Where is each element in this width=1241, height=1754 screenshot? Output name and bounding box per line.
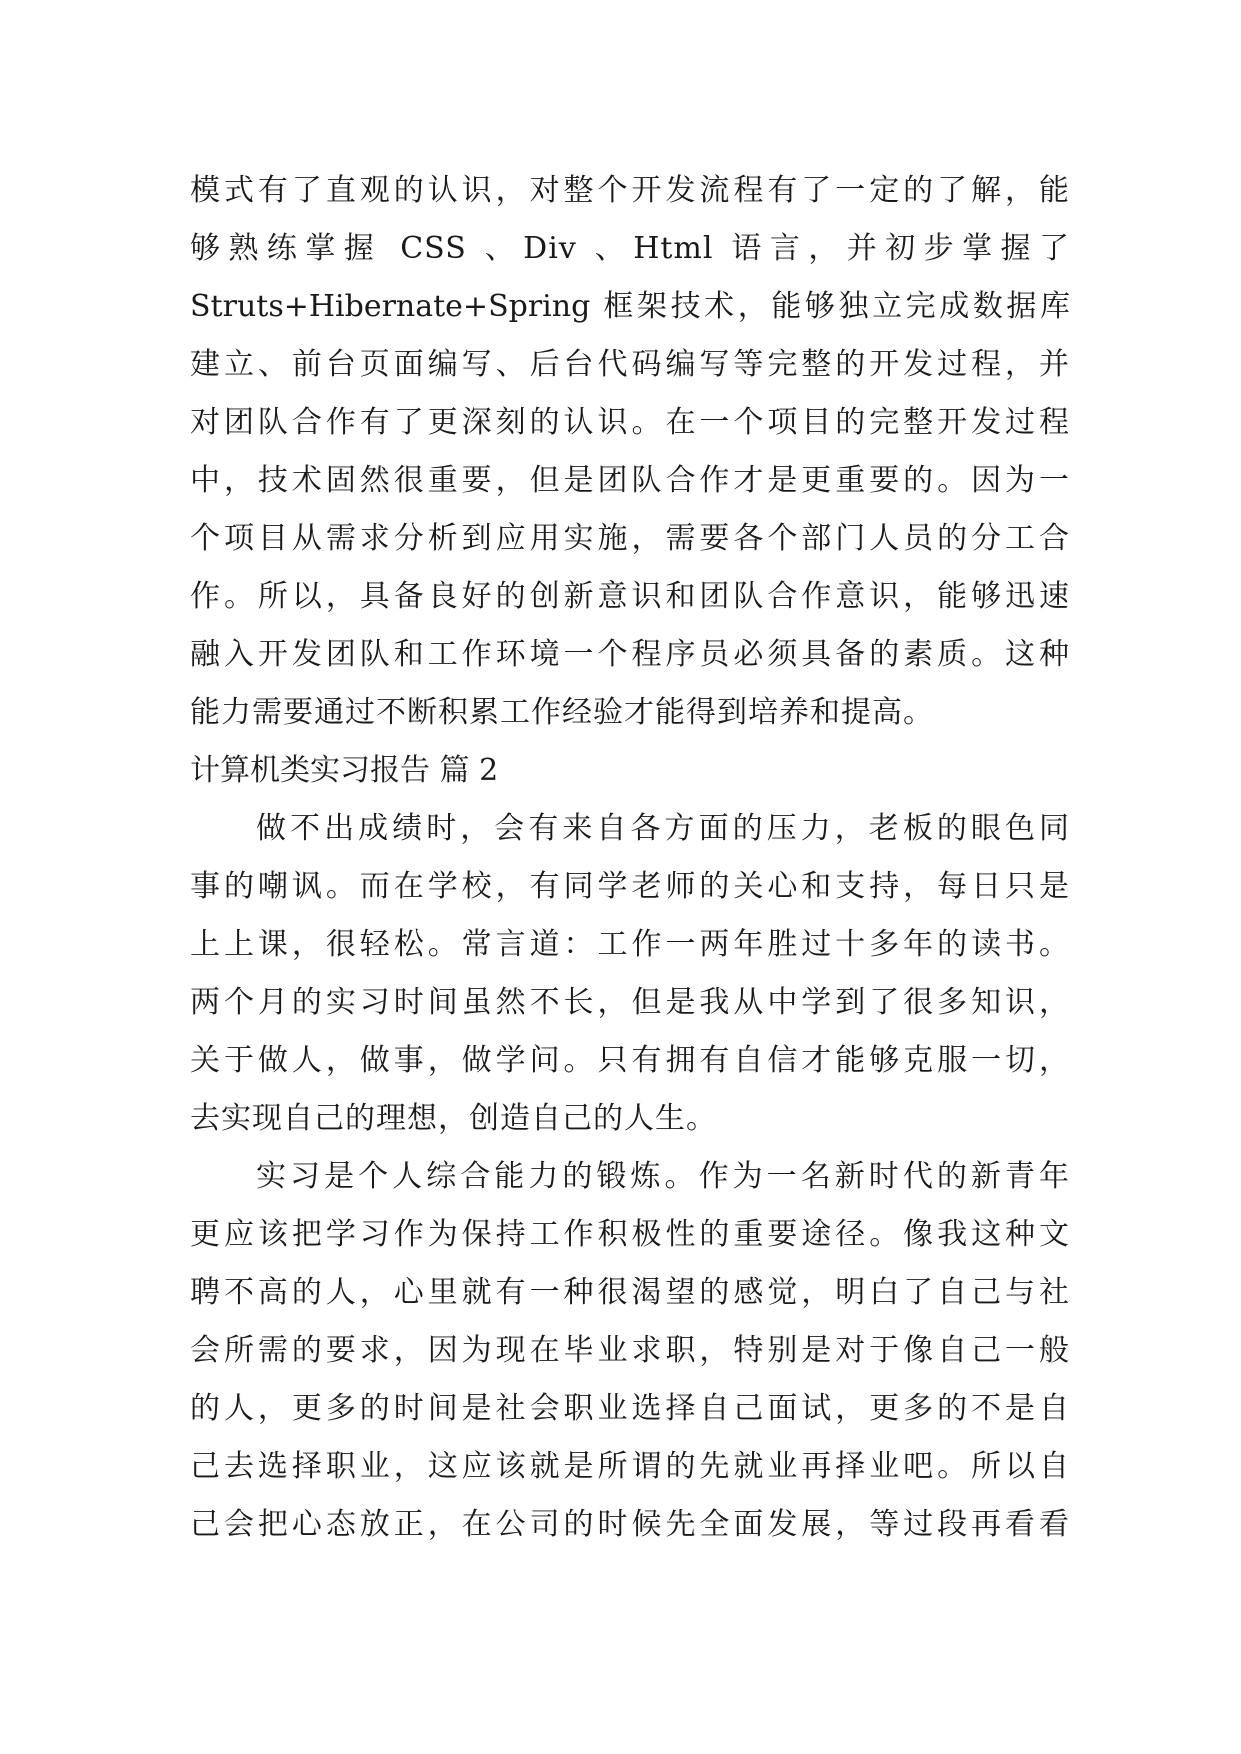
text-line-3: Struts+Hibernate+Spring 框架技术，能够独立完成数据库 <box>190 289 1070 324</box>
text-line-21: 会所需的要求，因为现在毕业求职，特别是对于像自己一般 <box>190 1333 1070 1368</box>
text-line-16: 关于做人，做事，做学问。只有拥有自信才能够克服一切， <box>190 1043 1070 1078</box>
text-line-22: 的人，更多的时间是社会职业选择自己面试，更多的不是自 <box>190 1391 1070 1426</box>
text-line-8: 作。所以，具备良好的创新意识和团队合作意识，能够迅速 <box>190 579 1070 614</box>
text-line-24: 己会把心态放正，在公司的时候先全面发展，等过段再看看 <box>190 1507 1070 1542</box>
section-heading: 计算机类实习报告 篇 2 <box>190 753 499 788</box>
text-line-18: 实习是个人综合能力的锻炼。作为一名新时代的新青年 <box>256 1159 1070 1194</box>
text-line-9: 融入开发团队和工作环境一个程序员必须具备的素质。这种 <box>190 637 1070 672</box>
text-line-14: 上上课，很轻松。常言道：工作一两年胜过十多年的读书。 <box>190 927 1070 962</box>
text-line-10: 能力需要通过不断积累工作经验才能得到培养和提高。 <box>190 695 934 730</box>
text-line-6: 中，技术固然很重要，但是团队合作才是更重要的。因为一 <box>190 463 1070 498</box>
text-line-2: 够熟练掌握 CSS 、Div 、Html 语言，并初步掌握了 <box>190 231 1070 266</box>
text-line-23: 己去选择职业，这应该就是所谓的先就业再择业吧。所以自 <box>190 1449 1070 1484</box>
body-text <box>190 162 1070 1554</box>
text-line-12: 做不出成绩时，会有来自各方面的压力，老板的眼色同 <box>256 811 1070 846</box>
text-line-7: 个项目从需求分析到应用实施，需要各个部门人员的分工合 <box>190 521 1070 556</box>
text-line-17: 去实现自己的理想，创造自己的人生。 <box>190 1101 717 1136</box>
text-line-5: 对团队合作有了更深刻的认识。在一个项目的完整开发过程 <box>190 405 1070 440</box>
text-line-4: 建立、前台页面编写、后台代码编写等完整的开发过程，并 <box>190 347 1070 382</box>
text-line-20: 聘不高的人，心里就有一种很渴望的感觉，明白了自己与社 <box>190 1275 1070 1310</box>
text-line-1: 模式有了直观的认识，对整个开发流程有了一定的了解，能 <box>190 173 1070 208</box>
text-line-13: 事的嘲讽。而在学校，有同学老师的关心和支持，每日只是 <box>190 869 1070 904</box>
text-line-15: 两个月的实习时间虽然不长，但是我从中学到了很多知识， <box>190 985 1070 1020</box>
text-line-19: 更应该把学习作为保持工作积极性的重要途径。像我这种文 <box>190 1217 1070 1252</box>
